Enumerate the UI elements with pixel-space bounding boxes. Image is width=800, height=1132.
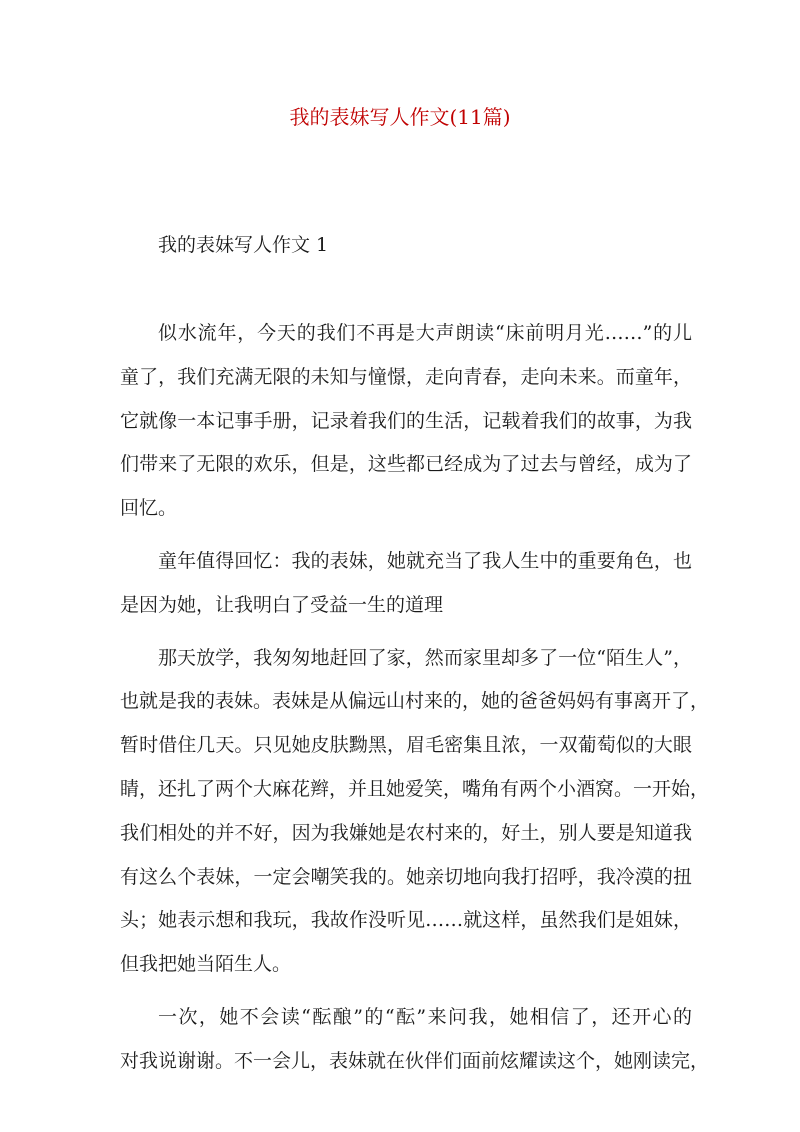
text-line: 回忆。 — [120, 497, 178, 520]
paragraph — [120, 996, 710, 1084]
text-line: 们带来了无限的欢乐，但是，这些都已经成为了过去与曾经，成为了 — [120, 453, 692, 476]
text-line: 头；她表示想和我玩，我故作没听见……就这样，虽然我们是姐妹， — [120, 909, 692, 932]
article-body — [120, 312, 710, 1093]
text-line: 童年值得回忆：我的表妹，她就充当了我人生中的重要角色，也 — [158, 549, 692, 572]
text-line: 童了，我们充满无限的未知与憧憬，走向青春，走向未来。而童年， — [120, 365, 692, 388]
paragraph — [120, 312, 692, 531]
paragraph — [120, 637, 710, 987]
section-heading: 我的表妹写人作文 1 — [158, 234, 329, 256]
text-line: 睛，还扎了两个大麻花辫，并且她爱笑，嘴角有两个小酒窝。一开始， — [120, 777, 710, 800]
text-line: 似水流年，今天的我们不再是大声朗读“床前明月光……”的儿 — [158, 322, 692, 344]
text-line: 对我说谢谢。不一会儿，表妹就在伙伴们面前炫耀读这个，她刚读完， — [120, 1049, 710, 1072]
text-line: 但我把她当陌生人。 — [120, 953, 292, 976]
text-line: 有这么个表妹，一定会嘲笑我的。她亲切地向我打招呼，我冷漠的扭 — [120, 865, 692, 888]
text-line: 我们相处的并不好，因为我嫌她是农村来的，好土，别人要是知道我 — [120, 821, 692, 844]
text-line: 它就像一本记事手册，记录着我们的生活，记载着我们的故事，为我 — [120, 409, 692, 432]
text-line: 暂时借住几天。只见她皮肤黝黑，眉毛密集且浓，一双葡萄似的大眼 — [120, 734, 692, 757]
paragraph — [120, 540, 692, 628]
text-line: 是因为她，让我明白了受益一生的道理 — [120, 593, 444, 616]
document-title: 我的表妹写人作文(11篇) — [289, 105, 511, 129]
text-line: 一次，她不会读“酝酿”的“酝”来问我，她相信了，还开心的 — [158, 1005, 692, 1028]
text-line: 那天放学，我匆匆地赶回了家，然而家里却多了一位“陌生人”， — [158, 646, 692, 669]
text-line: 也就是我的表妹。表妹是从偏远山村来的，她的爸爸妈妈有事离开了， — [120, 690, 710, 713]
